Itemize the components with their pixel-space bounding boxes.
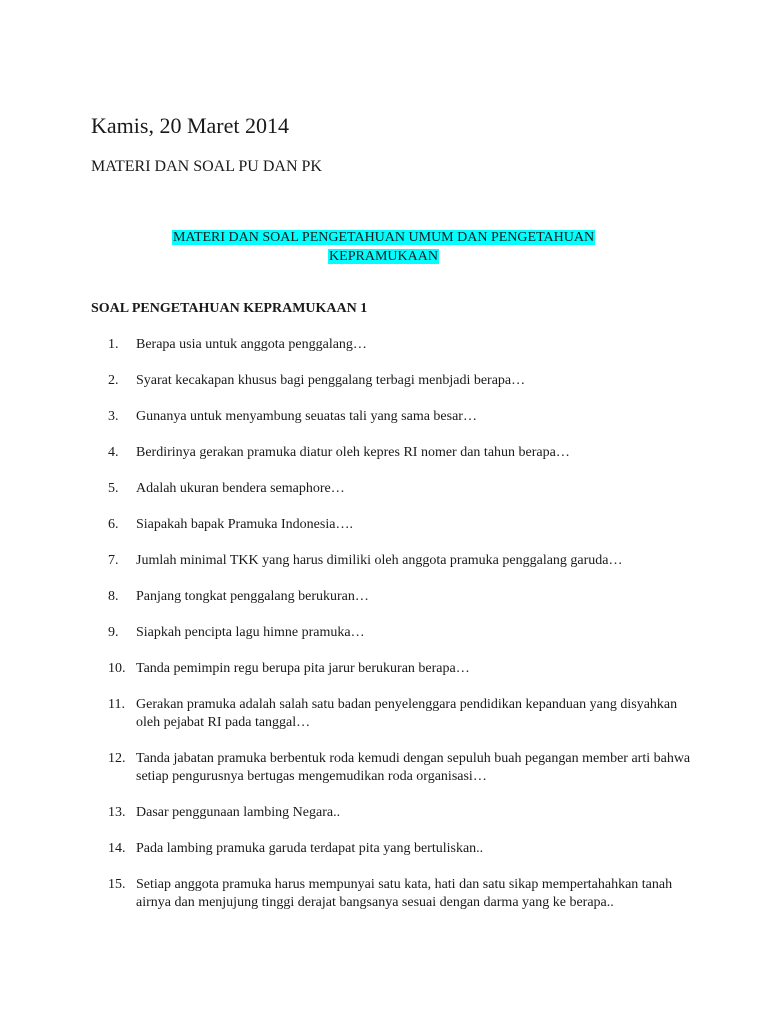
banner-line-2: KEPRAMUKAAN [329,249,438,264]
question-text: Tanda pemimpin regu berupa pita jarur berukuran berapa… [136,661,470,676]
question-number: 14. [108,841,126,856]
question-number: 11. [108,697,125,712]
question-number: 6. [108,517,119,532]
question-number: 9. [108,625,119,640]
question-text: Berapa usia untuk anggota penggalang… [136,337,367,352]
question-number: 3. [108,409,119,424]
question-number: 15. [108,877,126,892]
question-text: Adalah ukuran bendera semaphore… [136,481,345,496]
question-text: Jumlah minimal TKK yang harus dimiliki oleh anggota pramuka penggalang garuda… [136,553,623,568]
question-text: Pada lambing pramuka garuda terdapat pita yang bertuliskan.. [136,841,484,856]
highlighted-banner [91,228,676,266]
question-number: 13. [108,805,126,820]
question-number: 8. [108,589,119,604]
question-text: Dasar penggunaan lambing Negara.. [136,805,341,820]
section-heading: SOAL PENGETAHUAN KEPRAMUKAAN 1 [91,301,368,316]
question-number: 5. [108,481,119,496]
question-text: Gerakan pramuka adalah salah satu badan penyelenggara pendidikan kepanduan yang disyahkan oleh pejabat RI pada tanggal… [136,697,678,730]
post-title: MATERI DAN SOAL PU DAN PK [91,158,322,175]
banner-line-1: MATERI DAN SOAL PENGETAHUAN UMUM DAN PENGETAHUAN [172,230,595,245]
question-text: Siapkah pencipta lagu himne pramuka… [136,625,365,640]
question-text: Berdirinya gerakan pramuka diatur oleh kepres RI nomer dan tahun berapa… [136,445,570,460]
question-text: Siapakah bapak Pramuka Indonesia…. [136,517,353,532]
question-number: 1. [108,337,119,352]
question-number: 12. [108,751,126,766]
question-text: Syarat kecakapan khusus bagi penggalang terbagi menbjadi berapa… [136,373,526,388]
question-number: 2. [108,373,119,388]
question-text: Setiap anggota pramuka harus mempunyai satu kata, hati dan satu sikap mempertahahkan tanah airnya dan menjujung tinggi derajat bangsanya sesuai dengan darma yang ke berapa.. [136,877,673,910]
question-number: 4. [108,445,119,460]
post-date-heading: Kamis, 20 Maret 2014 [91,113,289,138]
question-number: 10. [108,661,126,676]
question-number: 7. [108,553,119,568]
question-text: Gunanya untuk menyambung seuatas tali yang sama besar… [136,409,477,424]
question-text: Tanda jabatan pramuka berbentuk roda kemudi dengan sepuluh buah pegangan member arti bahwa setiap pengurusnya bertugas mengemudikan roda organisasi… [136,751,691,784]
question-text: Panjang tongkat penggalang berukuran… [136,589,369,604]
